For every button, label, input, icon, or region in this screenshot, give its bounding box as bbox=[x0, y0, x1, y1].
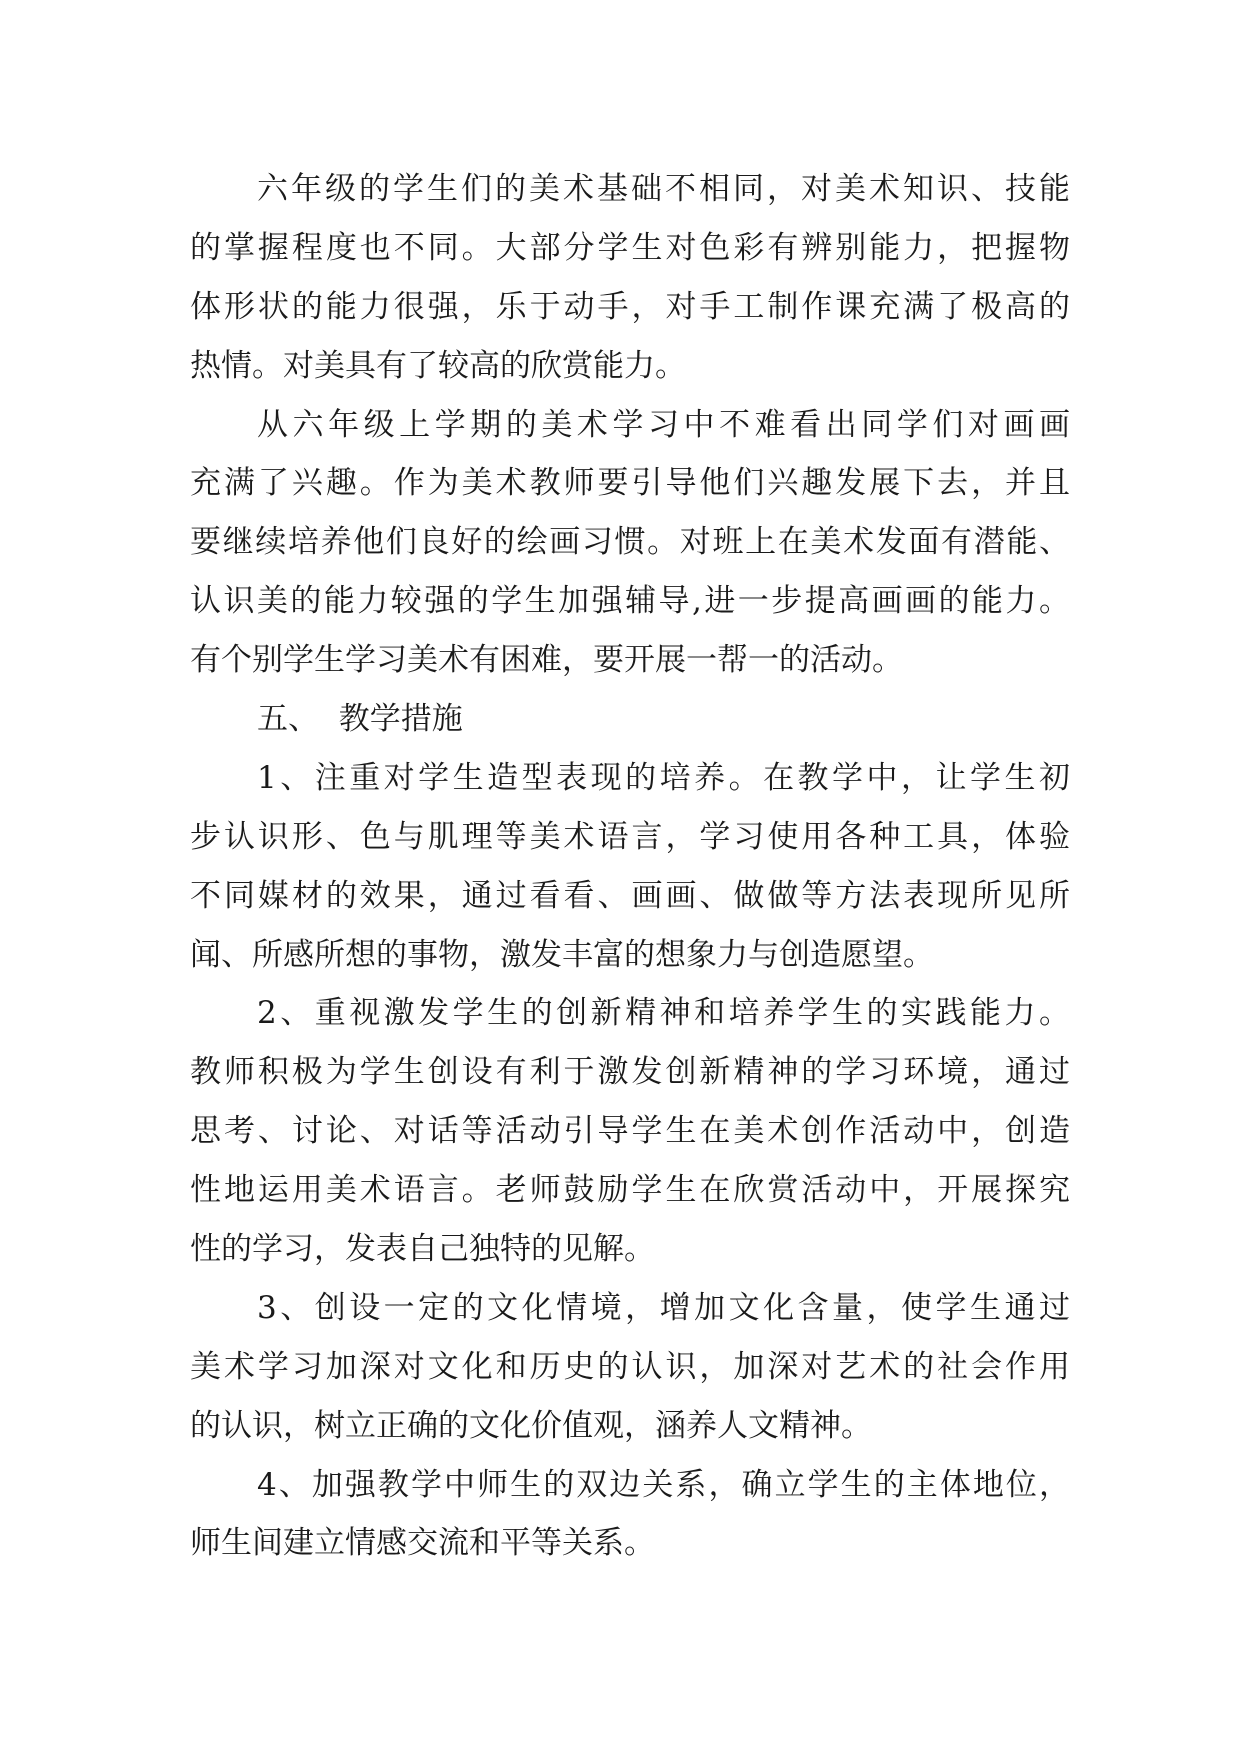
text-line: 充满了兴趣。作为美术教师要引导他们兴趣发展下去，并且 bbox=[190, 465, 1070, 502]
text-line: 有个别学生学习美术有困难，要开展一帮一的活动。 bbox=[190, 642, 903, 679]
document-body bbox=[190, 160, 1070, 1573]
text-line: 性的学习，发表自己独特的见解。 bbox=[190, 1231, 655, 1268]
text-line: 教师积极为学生创设有利于激发创新精神的学习环境，通过 bbox=[190, 1054, 1070, 1091]
measure-item-1 bbox=[190, 749, 1070, 985]
text-line: 热情。对美具有了较高的欣赏能力。 bbox=[190, 347, 686, 384]
text-line: 闻、所感所想的事物，激发丰富的想象力与创造愿望。 bbox=[190, 936, 934, 973]
text-line: 2、重视激发学生的创新精神和培养学生的实践能力。 bbox=[257, 995, 1070, 1032]
text-line: 要继续培养他们良好的绘画习惯。对班上在美术发面有潜能、 bbox=[190, 524, 1070, 561]
text-line: 4、加强教学中师生的双边关系，确立学生的主体地位， bbox=[257, 1466, 1070, 1503]
text-line: 从六年级上学期的美术学习中不难看出同学们对画画 bbox=[257, 406, 1070, 443]
measure-item-4 bbox=[190, 1456, 1070, 1574]
paragraph-student-analysis bbox=[190, 160, 1070, 396]
text-line: 性地运用美术语言。老师鼓励学生在欣赏活动中，开展探究 bbox=[190, 1172, 1070, 1209]
measure-item-2 bbox=[190, 984, 1070, 1278]
text-line: 不同媒材的效果，通过看看、画画、做做等方法表现所见所 bbox=[190, 877, 1070, 914]
text-line: 思考、讨论、对话等活动引导学生在美术创作活动中，创造 bbox=[190, 1113, 1070, 1150]
text-line: 六年级的学生们的美术基础不相同，对美术知识、技能 bbox=[257, 171, 1070, 207]
text-line: 的认识，树立正确的文化价值观，涵养人文精神。 bbox=[190, 1407, 872, 1444]
text-line: 1、注重对学生造型表现的培养。在教学中，让学生初 bbox=[257, 759, 1070, 796]
text-line: 步认识形、色与肌理等美术语言，学习使用各种工具，体验 bbox=[190, 818, 1070, 855]
measure-item-3 bbox=[190, 1279, 1070, 1456]
text-line: 的掌握程度也不同。大部分学生对色彩有辨别能力，把握物 bbox=[190, 229, 1070, 266]
paragraph-interest-development bbox=[190, 396, 1070, 690]
section-heading bbox=[190, 690, 1070, 749]
text-line: 体形状的能力很强，乐于动手，对手工制作课充满了极高的 bbox=[190, 288, 1070, 325]
text-line: 认识美的能力较强的学生加强辅导,进一步提高画画的能力。 bbox=[190, 583, 1070, 620]
text-line: 3、创设一定的文化情境，增加文化含量，使学生通过 bbox=[257, 1289, 1070, 1326]
section-heading-text: 五、 教学措施 bbox=[257, 701, 463, 738]
text-line: 师生间建立情感交流和平等关系。 bbox=[190, 1525, 655, 1562]
text-line: 美术学习加深对文化和历史的认识，加深对艺术的社会作用 bbox=[190, 1348, 1070, 1385]
